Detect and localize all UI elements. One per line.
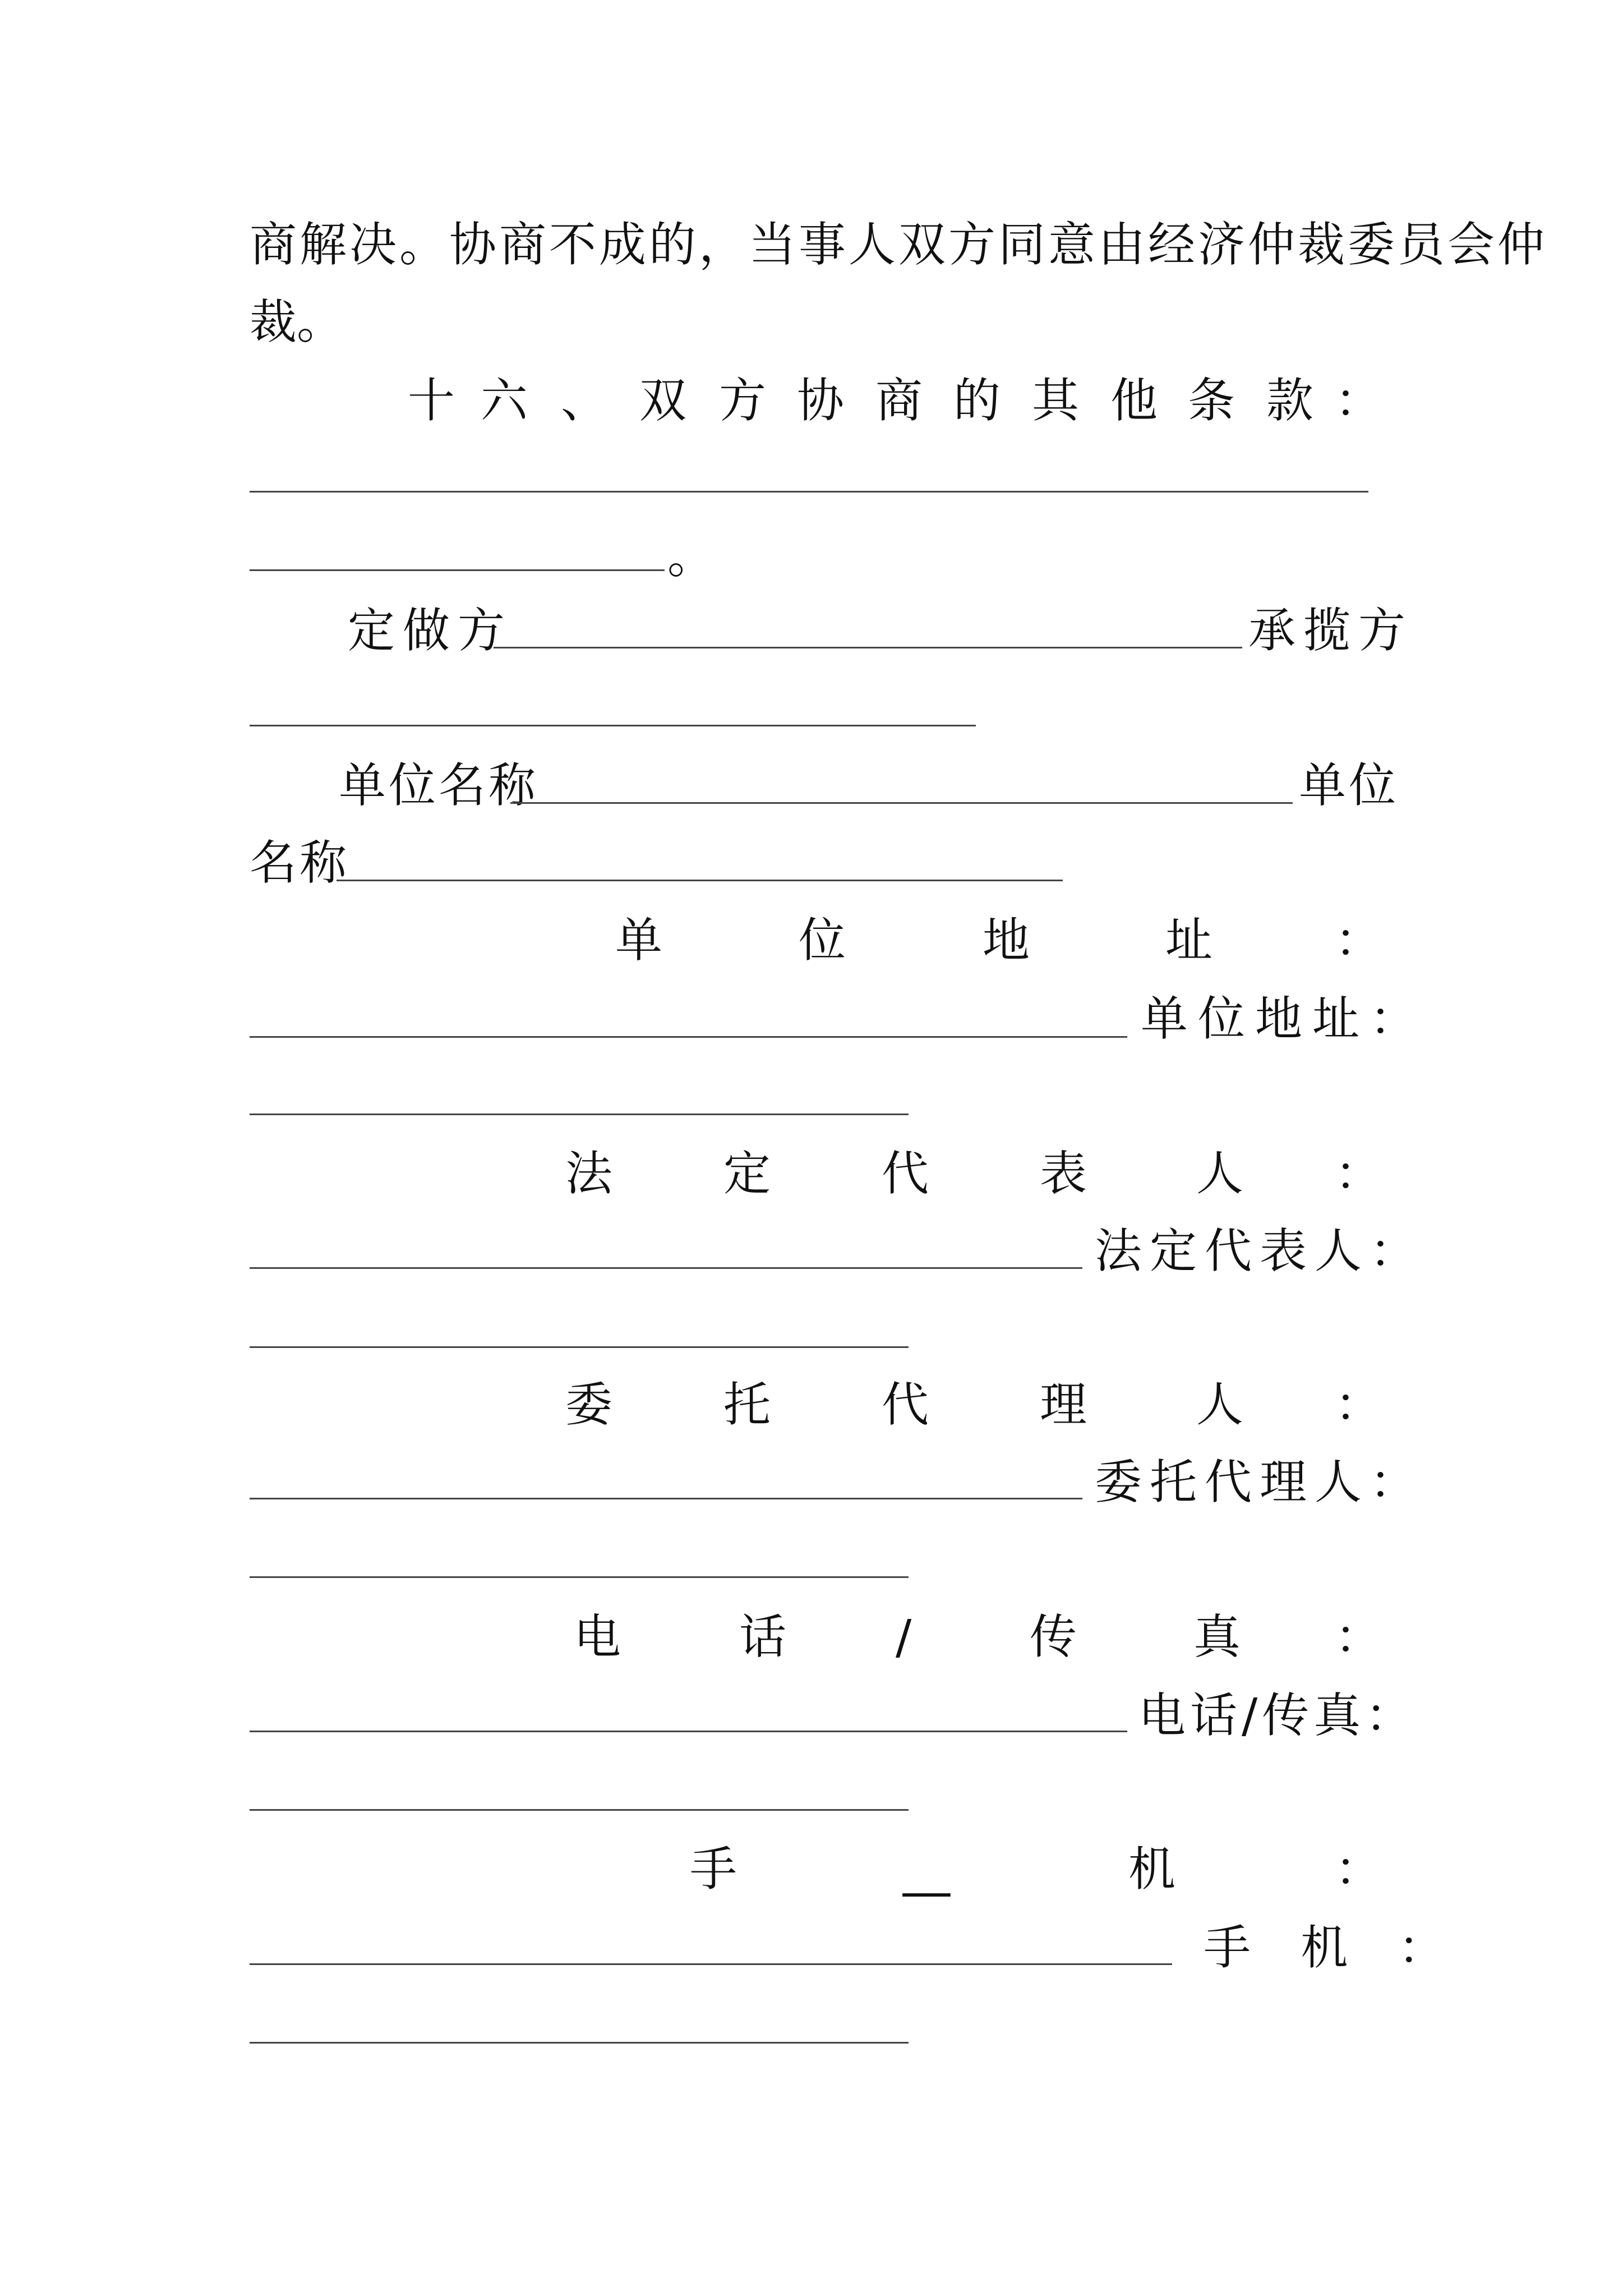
blank-line: [494, 647, 1242, 648]
blank-line: [250, 1036, 1127, 1038]
clause-16-char: 双: [639, 373, 687, 428]
blank-line: [250, 1498, 1082, 1499]
blank-line: [250, 1809, 909, 1811]
clause-16-char: 、: [561, 373, 608, 428]
label-unit-name-1: 单位名称: [339, 758, 539, 813]
phone-spread-char: 真: [1193, 1609, 1241, 1664]
blank-line: [510, 802, 1293, 804]
label-unit-name-2b: 名称: [250, 835, 350, 890]
clause-16-char: 商: [875, 373, 923, 428]
agent-spread-char: 托: [723, 1377, 771, 1432]
clause-16-char: 他: [1110, 373, 1158, 428]
label-ding-zuo-fang: 定做方: [348, 603, 513, 658]
blank-line: [250, 1576, 909, 1578]
mobile-spread-char: 手: [690, 1842, 737, 1897]
clause-16-char: 条: [1188, 373, 1235, 428]
blank-line: [336, 880, 1063, 881]
label-address-right: 单位地址：: [1141, 991, 1427, 1046]
clause-16-char: 六: [481, 373, 528, 428]
blank-line: [250, 491, 1368, 493]
blank-line: [250, 1346, 909, 1348]
address-spread-char: 址: [1165, 913, 1213, 968]
clause-16-char: ：: [1335, 373, 1382, 428]
legal-spread-char: 定: [723, 1146, 771, 1201]
blank-line: [250, 1963, 1172, 1965]
label-phone-right: 电话/传真：: [1138, 1688, 1417, 1743]
agent-spread-char: 代: [882, 1377, 929, 1432]
address-spread-char: 位: [799, 913, 846, 968]
legal-spread-char: ：: [1335, 1146, 1382, 1201]
label-legal-right: 法定代表人：: [1095, 1223, 1425, 1278]
phone-spread-char: ：: [1335, 1609, 1382, 1664]
clause-16-char: 协: [797, 373, 845, 428]
clause-16-period: 。: [667, 529, 715, 584]
agent-spread-char: 委: [565, 1377, 613, 1432]
label-cheng-lan-fang: 承揽方: [1248, 603, 1414, 658]
legal-spread-char: 法: [565, 1146, 613, 1201]
paragraph-line-1: 商解决。协商不成的，当事人双方同意由经济仲裁委员会仲: [250, 217, 1548, 272]
phone-spread-char: /: [896, 1609, 912, 1664]
legal-spread-char: 人: [1196, 1146, 1244, 1201]
mobile-spread-char: __: [903, 1842, 950, 1897]
blank-line: [250, 569, 665, 571]
address-spread-char: 地: [983, 913, 1030, 968]
address-spread-char: 单: [615, 913, 663, 968]
blank-line: [250, 725, 976, 726]
legal-spread-char: 表: [1040, 1146, 1087, 1201]
blank-line: [250, 1731, 1127, 1732]
label-unit-name-2a: 单位: [1299, 758, 1399, 813]
mobile-spread-char: ：: [1335, 1842, 1382, 1897]
blank-line: [250, 2042, 909, 2044]
phone-spread-char: 传: [1030, 1609, 1077, 1664]
phone-spread-char: 电: [574, 1609, 621, 1664]
blank-line: [250, 1114, 909, 1115]
clause-16-char: 其: [1032, 373, 1080, 428]
label-agent-right: 委托代理人：: [1095, 1455, 1425, 1510]
clause-16-char: 的: [953, 373, 1001, 428]
agent-spread-char: 人: [1196, 1377, 1244, 1432]
mobile-spread-char: 机: [1128, 1842, 1176, 1897]
clause-16-char: 款: [1266, 373, 1314, 428]
clause-16-char: 方: [719, 373, 767, 428]
address-spread-char: ：: [1335, 913, 1382, 968]
clause-16-char: 十: [408, 373, 455, 428]
agent-spread-char: ：: [1335, 1377, 1382, 1432]
legal-spread-char: 代: [882, 1146, 929, 1201]
agent-spread-char: 理: [1040, 1377, 1087, 1432]
phone-spread-char: 话: [739, 1609, 787, 1664]
paragraph-line-2: 裁。: [250, 295, 344, 349]
label-mobile-right: 手 机 ：: [1204, 1920, 1452, 1975]
blank-line: [250, 1267, 1082, 1269]
